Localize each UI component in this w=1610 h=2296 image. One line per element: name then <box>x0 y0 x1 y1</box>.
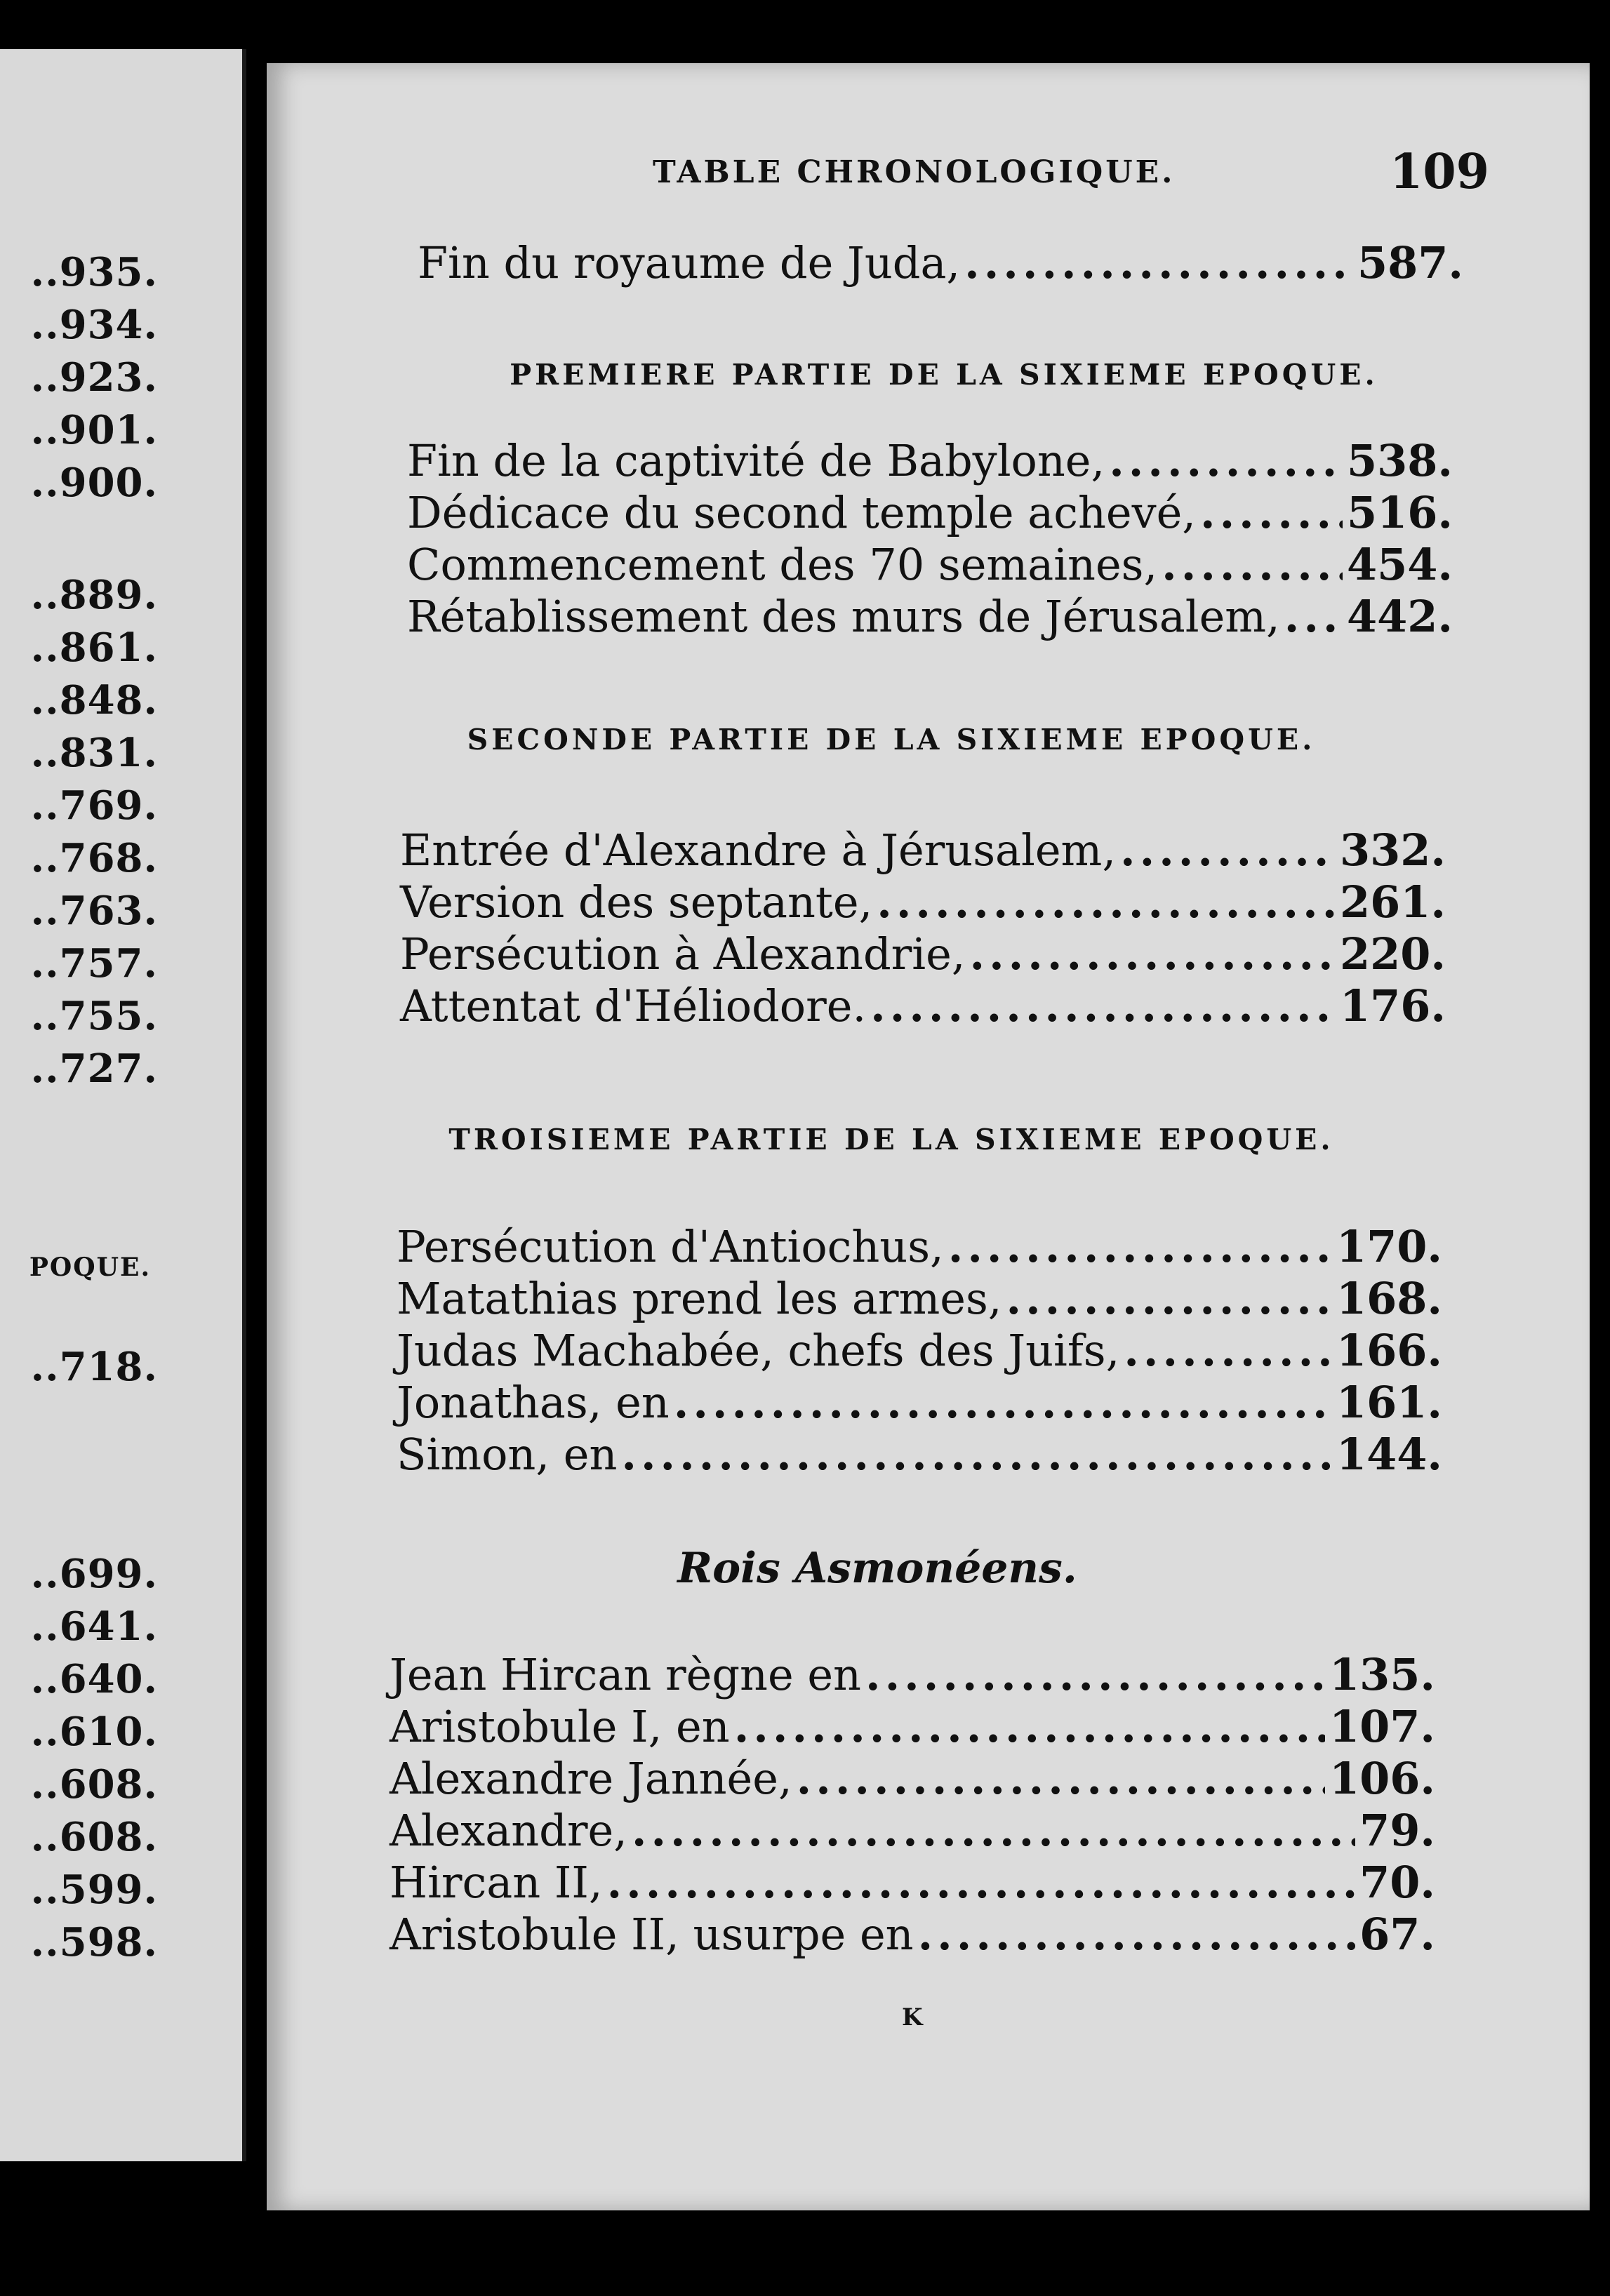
table-row <box>418 237 1463 289</box>
table-row <box>390 1857 1435 1909</box>
left-page-number: ..718. <box>30 1344 158 1390</box>
dot-leader <box>674 1377 1332 1429</box>
section-heading-rois: Rois Asmonéens. <box>677 1544 1077 1593</box>
left-page-number: ..900. <box>30 460 158 506</box>
dot-leader <box>607 1857 1356 1909</box>
entry-label: Simon, en <box>397 1429 618 1480</box>
left-page-number: ..727. <box>30 1046 158 1092</box>
entry-year: 170. <box>1336 1221 1442 1272</box>
left-page-number: ..757. <box>30 940 158 987</box>
dot-leader <box>621 1429 1332 1481</box>
entry-label: Matathias prend les armes, <box>397 1273 1002 1324</box>
left-page-number: ..610. <box>30 1709 158 1755</box>
left-page-number: ..768. <box>30 835 158 881</box>
table-row <box>400 876 1446 928</box>
section-heading-seconde: SECONDE PARTIE DE LA SIXIEME EPOQUE. <box>467 723 1316 756</box>
entry-year: 454. <box>1346 539 1453 590</box>
entry-group-4 <box>397 1221 1442 1481</box>
entry-year: 442. <box>1346 591 1453 642</box>
entry-label: Fin du royaume de Juda, <box>418 237 961 288</box>
entry-year: 67. <box>1359 1909 1435 1960</box>
dot-leader <box>970 928 1336 980</box>
table-row <box>407 487 1453 539</box>
entry-year: 587. <box>1357 237 1463 288</box>
entry-year: 176. <box>1339 980 1446 1032</box>
entry-label: Aristobule II, usurpe en <box>390 1909 914 1960</box>
entry-label: Hircan II, <box>390 1857 603 1908</box>
left-page-number: ..861. <box>30 625 158 671</box>
dot-leader <box>797 1753 1325 1805</box>
entry-label: Persécution d'Antiochus, <box>397 1221 944 1272</box>
left-page-number: ..699. <box>30 1551 158 1597</box>
table-row <box>400 928 1446 980</box>
dot-leader <box>1120 825 1336 876</box>
left-page-number: ..901. <box>30 407 158 453</box>
left-page-section-fragment: POQUE. <box>29 1253 151 1282</box>
entry-year: 261. <box>1339 876 1446 928</box>
table-row <box>397 1325 1442 1377</box>
left-page-number: ..608. <box>30 1761 158 1808</box>
entry-year: 168. <box>1336 1273 1442 1324</box>
section-heading-premiere: PREMIERE PARTIE DE LA SIXIEME EPOQUE. <box>510 358 1378 392</box>
entry-label: Dédicace du second temple achevé, <box>407 487 1196 538</box>
entry-group-2 <box>407 435 1453 643</box>
entry-group-5 <box>390 1649 1435 1961</box>
entry-year: 332. <box>1339 825 1446 876</box>
table-row <box>397 1429 1442 1481</box>
entry-label: Judas Machabée, chefs des Juifs, <box>397 1325 1120 1376</box>
entry-group-3 <box>400 825 1446 1032</box>
left-page-number: ..608. <box>30 1814 158 1860</box>
table-row <box>400 980 1446 1032</box>
table-row <box>407 435 1453 487</box>
entry-label: Alexandre Jannée, <box>390 1753 792 1804</box>
table-row <box>397 1273 1442 1325</box>
entry-label: Alexandre, <box>390 1805 627 1856</box>
left-page-number: ..831. <box>30 730 158 776</box>
entry-year: 70. <box>1359 1857 1435 1908</box>
dot-leader <box>865 1649 1325 1701</box>
left-page-number: ..763. <box>30 888 158 934</box>
table-row <box>400 825 1446 876</box>
left-page-number: ..769. <box>30 782 158 829</box>
dot-leader <box>964 237 1353 289</box>
entry-label: Jonathas, en <box>397 1377 670 1428</box>
table-row <box>407 539 1453 591</box>
dot-leader <box>870 980 1336 1032</box>
entry-group-1 <box>418 237 1463 289</box>
dot-leader <box>1006 1273 1332 1325</box>
entry-year: 538. <box>1346 435 1453 486</box>
entry-year: 79. <box>1359 1805 1435 1856</box>
table-row <box>390 1805 1435 1857</box>
dot-leader <box>734 1701 1325 1753</box>
left-page-number: ..599. <box>30 1867 158 1913</box>
left-facing-page <box>0 49 246 2161</box>
table-row <box>390 1753 1435 1805</box>
dot-leader <box>632 1805 1355 1857</box>
entry-year: 220. <box>1339 928 1446 980</box>
dot-leader <box>1200 487 1343 539</box>
entry-year: 144. <box>1336 1429 1442 1480</box>
left-page-number: ..598. <box>30 1919 158 1965</box>
entry-year: 107. <box>1329 1701 1435 1752</box>
entry-year: 166. <box>1336 1325 1442 1376</box>
entry-label: Attentat d'Héliodore. <box>400 980 867 1032</box>
section-heading-troisieme: TROISIEME PARTIE DE LA SIXIEME EPOQUE. <box>448 1123 1334 1156</box>
entry-label: Aristobule I, en <box>390 1701 730 1752</box>
running-title: TABLE CHRONOLOGIQUE. <box>653 154 1176 190</box>
entry-label: Fin de la captivité de Babylone, <box>407 435 1105 486</box>
left-page-number: ..755. <box>30 993 158 1039</box>
entry-year: 135. <box>1329 1649 1435 1700</box>
dot-leader <box>948 1221 1332 1273</box>
dot-leader <box>877 876 1336 928</box>
dot-leader <box>1162 539 1343 591</box>
signature-mark: K <box>902 2003 923 2031</box>
left-page-number: ..848. <box>30 677 158 723</box>
entry-label: Persécution à Alexandrie, <box>400 928 966 980</box>
dot-leader <box>1109 435 1343 487</box>
left-page-number: ..923. <box>30 354 158 401</box>
table-row <box>390 1701 1435 1753</box>
entry-year: 161. <box>1336 1377 1442 1428</box>
entry-label: Entrée d'Alexandre à Jérusalem, <box>400 825 1117 876</box>
left-page-number: ..935. <box>30 249 158 295</box>
entry-label: Commencement des 70 semaines, <box>407 539 1158 590</box>
dot-leader <box>1124 1325 1332 1377</box>
page-number: 109 <box>1390 144 1489 200</box>
entry-year: 106. <box>1329 1753 1435 1804</box>
table-row <box>397 1377 1442 1429</box>
dot-leader <box>1284 591 1343 643</box>
right-page <box>267 63 1590 2210</box>
left-page-number: ..934. <box>30 302 158 348</box>
entry-year: 516. <box>1346 487 1453 538</box>
dot-leader <box>918 1909 1356 1961</box>
entry-label: Rétablissement des murs de Jérusalem, <box>407 591 1280 642</box>
table-row <box>390 1649 1435 1701</box>
left-page-number: ..640. <box>30 1656 158 1702</box>
table-row <box>407 591 1453 643</box>
table-row <box>390 1909 1435 1961</box>
left-page-number: ..889. <box>30 572 158 618</box>
entry-label: Jean Hircan règne en <box>390 1649 861 1700</box>
left-page-number: ..641. <box>30 1603 158 1650</box>
entry-label: Version des septante, <box>400 876 873 928</box>
table-row <box>397 1221 1442 1273</box>
